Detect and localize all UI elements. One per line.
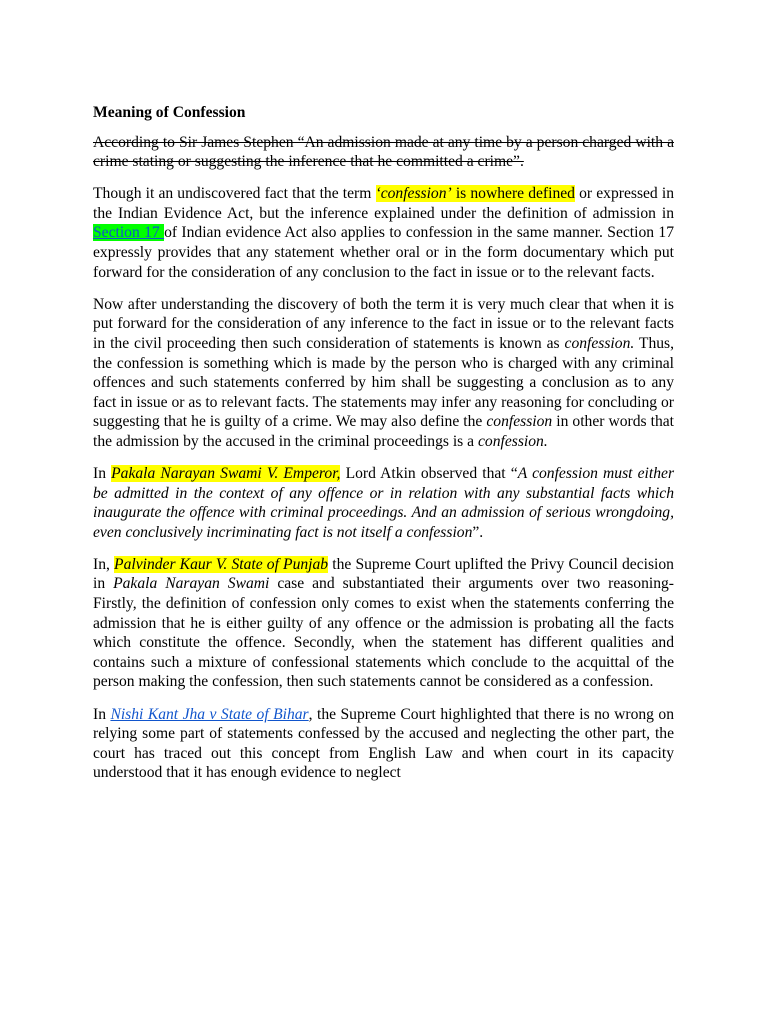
- italic-term: confession: [486, 413, 553, 431]
- paragraph-nishi-kant: [93, 705, 674, 783]
- document-page: [93, 103, 674, 795]
- text: the Supreme Court uplifted the Privy Council decision in: [93, 555, 674, 593]
- text: Now after understanding the discovery of both the term it is very much clear that when it is put forward for the consideration of any inference to the fact in issue or to the relevant facts in the civil proceeding then such consideration of statements is known as: [93, 295, 674, 352]
- case-link[interactable]: Nishi Kant Jha v State of Bihar: [110, 705, 309, 723]
- text: or expressed in the Indian Evidence Act, but the inference explained under the definition of admission in: [93, 185, 674, 222]
- paragraph-palvinder: [93, 555, 674, 692]
- text: ”.: [472, 523, 484, 541]
- case-name-highlight: Pakala Narayan Swami V. Emperor,: [111, 465, 341, 482]
- text: In: [93, 465, 112, 482]
- highlight: [376, 185, 575, 202]
- quotation: A confession must either be admitted in the context of any offence or in relation with any substantial facts which inaugurate the offence with criminal proceedings. And an admission of serious wrongdoing, even conclusively incriminating fact is not itself a confession: [93, 465, 675, 541]
- text: Thus, the confession is something which is made by the person who is charged with any criminal offences and such statements conferred by him shall be suggesting a conclusion as to any fact in issue or as to relevant facts. The statements may infer any reasoning for concluding or suggesting that he is guilty of a crime. We may also define the: [93, 334, 675, 431]
- case-name-highlight: Palvinder Kaur V. State of Punjab: [114, 555, 329, 573]
- text: of Indian evidence Act also applies to confession in the same manner. Section 17 expressly provides that any statement whether oral or in the form documentary which put forward for the consideration of any conclusion to the fact in issue or to the relevant facts.: [93, 224, 674, 281]
- case-name: Pakala Narayan Swami: [113, 575, 270, 593]
- highlight-text: is nowhere defined: [451, 185, 575, 203]
- struck-definition-paragraph: According to Sir James Stephen “An admission made at any time by a person charged with a crime stating or suggesting the inference that he committed a crime”.: [93, 133, 674, 171]
- paragraph-definition: [93, 184, 674, 282]
- text: case and substantiated their arguments over two reasoning- Firstly, the definition of confession only comes to exist when the statements conferring the admission that he is either guilty of any offence or the admission is probating all the facts which constitute the offence. Secondly, when the statement has different qualities and contains such a mixture of confessional statements which conclude to the acquittal of the person making the confession, then such statements cannot be considered as a confession.: [93, 575, 674, 691]
- section-17-link[interactable]: Section 17: [93, 224, 165, 242]
- italic-term: confession.: [477, 432, 548, 450]
- italic-term: confession.: [564, 334, 635, 352]
- text: Lord Atkin observed that “: [340, 465, 518, 482]
- paragraph-understanding: [93, 295, 674, 452]
- paragraph-pakala: [93, 464, 674, 542]
- text: in other words that the admission by the accused in the criminal proceedings is a: [93, 413, 675, 450]
- text: Though it an undiscovered fact that the term: [93, 185, 376, 203]
- highlight-term: ‘confession’: [375, 185, 452, 203]
- text: In: [93, 705, 111, 723]
- section-heading: Meaning of Confession: [93, 104, 246, 121]
- text: In,: [93, 555, 115, 573]
- text: , the Supreme Court highlighted that there is no wrong on relying some part of statements confessed by the accused and neglecting the other part, the court has traced out this concept from English Law and when court in its capacity understood that it has enough evidence to neglect: [93, 705, 674, 782]
